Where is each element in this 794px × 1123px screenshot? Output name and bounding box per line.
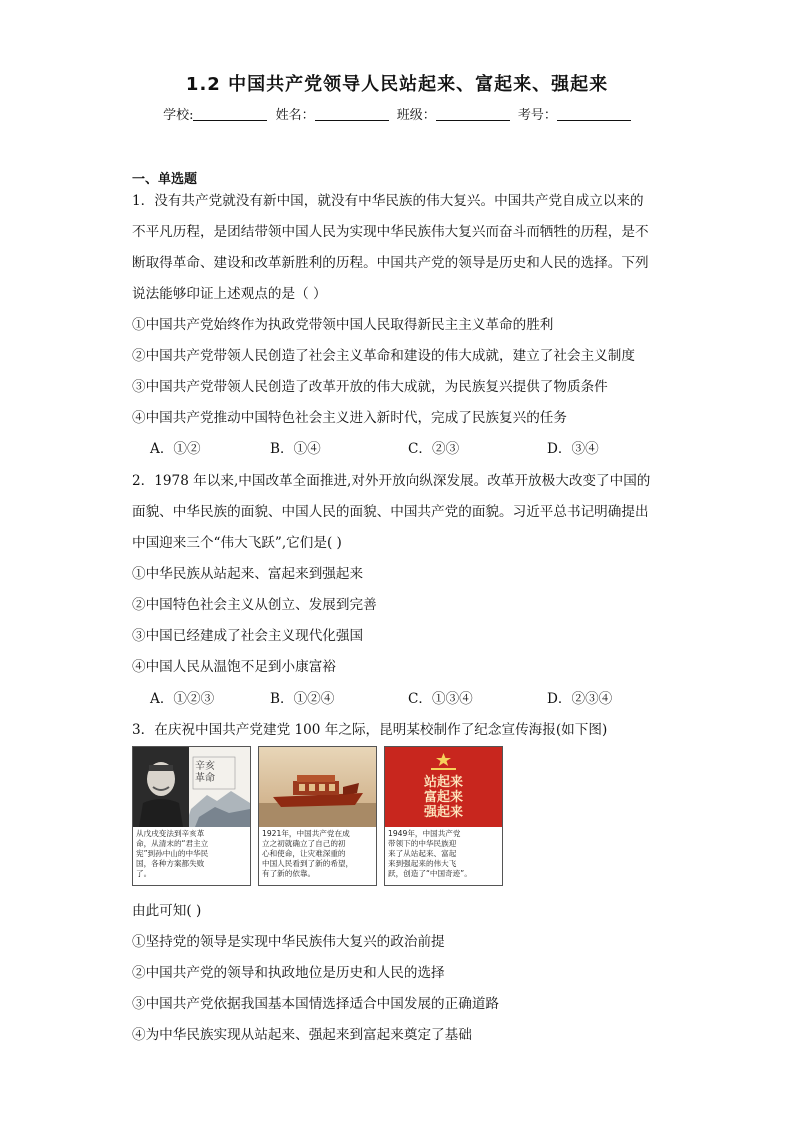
q1-option-a[interactable]: A．①② bbox=[150, 441, 201, 457]
q1-statement: ①中国共产党始终作为执政党带领中国人民取得新民主主义革命的胜利 bbox=[132, 317, 554, 333]
q3-statement: ①坚持党的领导是实现中华民族伟大复兴的政治前提 bbox=[132, 934, 445, 950]
name-label: 姓名： bbox=[275, 108, 315, 123]
q2-option-a[interactable]: A．①②③ bbox=[150, 691, 215, 707]
poster-caption: 1949年，中国共产党 带领下的中华民族迎 来了从站起来、富起 来到强起来的伟大飞 跃，创造了“中国奇迹”。 bbox=[388, 829, 472, 878]
slogan-line: 强起来 bbox=[423, 805, 463, 820]
q3-statement: ③中国共产党依据我国基本国情选择适合中国发展的正确道路 bbox=[132, 996, 500, 1012]
q2-stem-line: 2．1978 年以来,中国改革全面推进,对外开放向纵深发展。改革开放极大改变了中国的 bbox=[132, 473, 651, 489]
poster-caption: 从戊戌变法到辛亥革 命，从清末的“君主立 宪”到孙中山的中华民 国，各种方案都失败 了。 bbox=[136, 829, 209, 878]
q2-option-d[interactable]: D．②③④ bbox=[547, 691, 613, 707]
class-blank[interactable] bbox=[436, 108, 510, 121]
q2-option-b[interactable]: B．①②④ bbox=[270, 691, 335, 707]
poster-caption: 1921年，中国共产党在成 立之初就确立了自己的初 心和使命，让灾难深重的 中国人民看到了新的希望， 有了新的依靠。 bbox=[262, 829, 354, 878]
q2-stem-line: 面貌、中华民族的面貌、中国人民的面貌、中国共产党的面貌。习近平总书记明确提出 bbox=[132, 504, 649, 520]
slogan-line: 富起来 bbox=[423, 790, 463, 805]
q1-statement: ③中国共产党带领人民创造了改革开放的伟大成就，为民族复兴提供了物质条件 bbox=[132, 379, 608, 395]
seal-text: 辛亥 革命 bbox=[195, 761, 215, 784]
q3-statement: ②中国共产党的领导和执政地位是历史和人民的选择 bbox=[132, 965, 445, 981]
q2-statement: ①中华民族从站起来、富起来到强起来 bbox=[132, 566, 364, 582]
q1-stem-line: 说法能够印证上述观点的是（ ） bbox=[132, 286, 327, 302]
q3-stem-line: 3．在庆祝中国共产党建党 100 年之际，昆明某校制作了纪念宣传海报(如下图) bbox=[132, 722, 608, 738]
q1-option-d[interactable]: D．③④ bbox=[547, 441, 599, 457]
q1-option-c[interactable]: C．②③ bbox=[408, 441, 460, 457]
slogan-line: 站起来 bbox=[423, 775, 463, 790]
poster-revolution bbox=[132, 746, 251, 886]
q1-stem-line: 1．没有共产党就没有新中国，就没有中华民族的伟大复兴。中国共产党自成立以来的 bbox=[132, 193, 644, 209]
q1-option-b[interactable]: B．①④ bbox=[270, 441, 321, 457]
q1-statement: ②中国共产党带领人民创造了社会主义革命和建设的伟大成就，建立了社会主义制度 bbox=[132, 348, 635, 364]
red-boat-image bbox=[259, 747, 376, 827]
q2-option-c[interactable]: C．①③④ bbox=[408, 691, 473, 707]
q2-statement: ②中国特色社会主义从创立、发展到完善 bbox=[132, 597, 377, 613]
poster-red-boat bbox=[258, 746, 377, 886]
school-blank[interactable] bbox=[193, 108, 267, 121]
q2-statement: ④中国人民从温饱不足到小康富裕 bbox=[132, 659, 336, 675]
q1-stem-line: 断取得革命、建设和改革新胜利的历程。中国共产党的领导是历史和人民的选择。下列 bbox=[132, 255, 649, 271]
q3-statement: ④为中华民族实现从站起来、强起来到富起来奠定了基础 bbox=[132, 1027, 472, 1043]
q1-statement: ④中国共产党推动中国特色社会主义进入新时代，完成了民族复兴的任务 bbox=[132, 410, 567, 426]
school-label: 学校: bbox=[163, 108, 194, 123]
q2-stem-line: 中国迎来三个“伟大飞跃”,它们是( ) bbox=[132, 535, 342, 551]
portrait-image bbox=[133, 747, 250, 827]
q1-stem-line: 不平凡历程，是团结带领中国人民为实现中华民族伟大复兴而奋斗而牺牲的历程，是不 bbox=[132, 224, 649, 240]
name-blank[interactable] bbox=[315, 108, 389, 121]
student-info-row bbox=[0, 104, 794, 123]
poster-slogan bbox=[384, 746, 503, 886]
page-title: 1.2 中国共产党领导人民站起来、富起来、强起来 bbox=[185, 74, 609, 95]
class-label: 班级： bbox=[396, 108, 436, 123]
q2-statement: ③中国已经建成了社会主义现代化强国 bbox=[132, 628, 364, 644]
red-slogan-image bbox=[385, 747, 502, 827]
q3-prompt: 由此可知( ) bbox=[132, 903, 202, 919]
exam-number-blank[interactable] bbox=[557, 108, 631, 121]
section-heading: 一、单选题 bbox=[132, 172, 198, 187]
exam-number-label: 考号： bbox=[517, 108, 557, 123]
